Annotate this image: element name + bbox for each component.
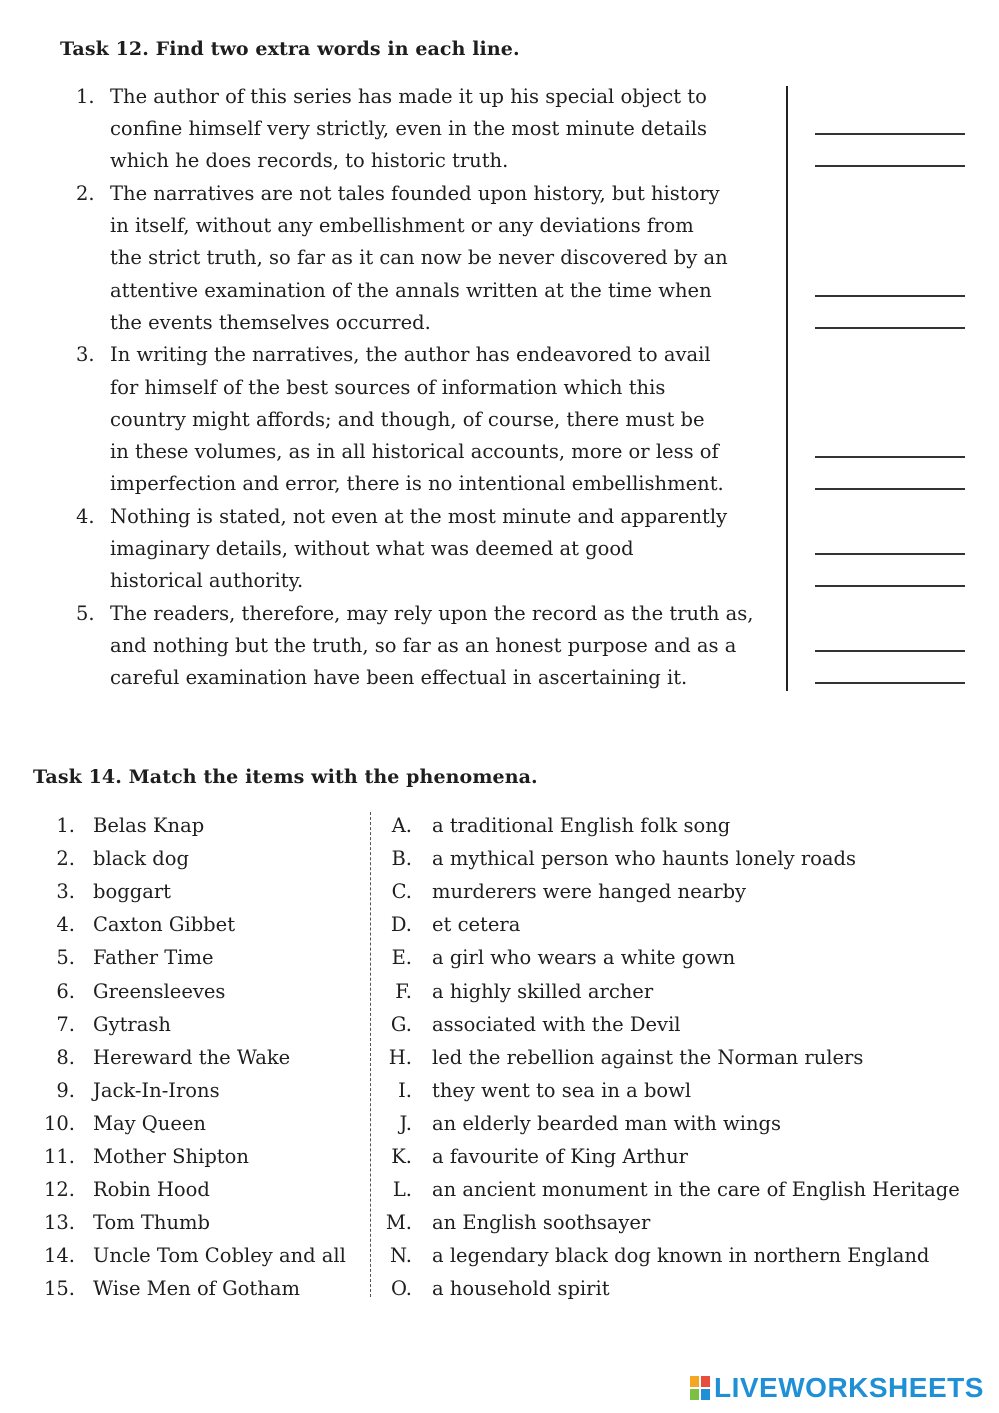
answer-blank[interactable] [815, 456, 965, 458]
phenomenon-letter: K. [391, 1145, 412, 1168]
item-number: 8. [56, 1046, 75, 1069]
text-line: Nothing is stated, not even at the most minute and apparently [110, 505, 728, 528]
text-line: the events themselves occurred. [110, 311, 431, 334]
logo-blocks-icon [690, 1376, 710, 1400]
liveworksheets-logo [690, 1372, 984, 1404]
item-number: 2. [56, 847, 75, 870]
answer-blank[interactable] [815, 295, 965, 297]
item-number: 6. [56, 980, 75, 1003]
answer-blank[interactable] [815, 650, 965, 652]
match-phenomenon[interactable]: led the rebellion against the Norman rulers [432, 1046, 864, 1069]
match-item[interactable]: May Queen [93, 1112, 206, 1135]
item-number: 15. [43, 1277, 75, 1300]
answer-blank[interactable] [815, 488, 965, 490]
item-number: 1. [56, 814, 75, 837]
logo-block [701, 1376, 710, 1387]
item-number: 4. [56, 913, 75, 936]
text-line: careful examination have been effectual in ascertaining it. [110, 666, 688, 689]
match-item[interactable]: black dog [93, 847, 189, 870]
answer-blank[interactable] [815, 165, 965, 167]
phenomenon-letter: A. [391, 814, 412, 837]
answer-blank[interactable] [815, 327, 965, 329]
match-phenomenon[interactable]: an elderly bearded man with wings [432, 1112, 782, 1135]
answer-blank[interactable] [815, 553, 965, 555]
phenomenon-letter: G. [390, 1013, 412, 1036]
match-phenomenon[interactable]: an English soothsayer [432, 1211, 651, 1234]
phenomenon-letter: E. [391, 946, 412, 969]
match-phenomenon[interactable]: murderers were hanged nearby [432, 880, 747, 903]
text-line: in itself, without any embellishment or any deviations from [110, 214, 694, 237]
phenomenon-letter: I. [398, 1079, 412, 1102]
phenomenon-letter: B. [391, 847, 412, 870]
match-item[interactable]: Wise Men of Gotham [93, 1277, 300, 1300]
match-phenomenon[interactable]: a legendary black dog known in northern England [432, 1244, 930, 1267]
item-number: 13. [43, 1211, 75, 1234]
answer-blank[interactable] [815, 133, 965, 135]
item-number: 12. [43, 1178, 75, 1201]
match-item[interactable]: Uncle Tom Cobley and all [93, 1244, 346, 1267]
item-number: 14. [43, 1244, 75, 1267]
match-phenomenon[interactable]: a household spirit [432, 1277, 610, 1300]
task-14-title: Task 14. Match the items with the phenomena. [33, 766, 538, 788]
logo-block [690, 1389, 699, 1400]
text-line: imaginary details, without what was deemed at good [110, 537, 634, 560]
match-phenomenon[interactable]: a girl who wears a white gown [432, 946, 736, 969]
paragraph-number: 4. [76, 505, 95, 528]
phenomenon-letter: J. [399, 1112, 412, 1135]
logo-block [690, 1376, 699, 1387]
match-item[interactable]: Father Time [93, 946, 214, 969]
match-item[interactable]: Hereward the Wake [93, 1046, 291, 1069]
match-item[interactable]: Caxton Gibbet [93, 913, 236, 936]
match-item[interactable]: Robin Hood [93, 1178, 210, 1201]
match-item[interactable]: Gytrash [93, 1013, 171, 1036]
answer-blank[interactable] [815, 682, 965, 684]
text-line: historical authority. [110, 569, 304, 592]
item-number: 10. [43, 1112, 75, 1135]
phenomenon-letter: M. [385, 1211, 412, 1234]
answer-blank[interactable] [815, 585, 965, 587]
text-line: In writing the narratives, the author has endeavored to avail [110, 343, 711, 366]
text-line: which he does records, to historic truth. [110, 149, 509, 172]
item-number: 3. [56, 880, 75, 903]
match-item[interactable]: boggart [93, 880, 171, 903]
phenomenon-letter: N. [389, 1244, 412, 1267]
item-number: 11. [43, 1145, 75, 1168]
item-number: 5. [56, 946, 75, 969]
phenomenon-letter: D. [390, 913, 412, 936]
item-number: 9. [56, 1079, 75, 1102]
paragraph-number: 5. [76, 602, 95, 625]
match-phenomenon[interactable]: a highly skilled archer [432, 980, 654, 1003]
match-phenomenon[interactable]: a mythical person who haunts lonely roads [432, 847, 857, 870]
match-phenomenon[interactable]: a favourite of King Arthur [432, 1145, 688, 1168]
paragraph-number: 3. [76, 343, 95, 366]
phenomenon-letter: O. [390, 1277, 412, 1300]
paragraph-number: 2. [76, 182, 95, 205]
text-line: and nothing but the truth, so far as an honest purpose and as a [110, 634, 737, 657]
text-line: imperfection and error, there is no intentional embellishment. [110, 472, 724, 495]
match-phenomenon[interactable]: they went to sea in a bowl [432, 1079, 692, 1102]
phenomenon-letter: L. [392, 1178, 412, 1201]
text-line: for himself of the best sources of information which this [110, 376, 666, 399]
text-line: in these volumes, as in all historical accounts, more or less of [110, 440, 719, 463]
text-line: attentive examination of the annals written at the time when [110, 279, 712, 302]
phenomenon-letter: H. [388, 1046, 412, 1069]
match-item[interactable]: Belas Knap [93, 814, 205, 837]
text-line: The narratives are not tales founded upon history, but history [110, 182, 720, 205]
text-line: The readers, therefore, may rely upon the record as the truth as, [110, 602, 754, 625]
answer-column-divider [786, 86, 788, 691]
paragraph-number: 1. [76, 85, 95, 108]
text-line: confine himself very strictly, even in the most minute details [110, 117, 707, 140]
text-line: country might affords; and though, of course, there must be [110, 408, 705, 431]
text-line: The author of this series has made it up his special object to [110, 85, 707, 108]
phenomenon-letter: F. [395, 980, 412, 1003]
match-item[interactable]: Tom Thumb [93, 1211, 211, 1234]
match-phenomenon[interactable]: associated with the Devil [432, 1013, 681, 1036]
item-number: 7. [56, 1013, 75, 1036]
match-item[interactable]: Greensleeves [93, 980, 226, 1003]
match-item[interactable]: Mother Shipton [93, 1145, 249, 1168]
task-12-title: Task 12. Find two extra words in each line. [60, 38, 520, 60]
logo-block [701, 1389, 710, 1400]
match-phenomenon[interactable]: a traditional English folk song [432, 814, 731, 837]
text-line: the strict truth, so far as it can now be never discovered by an [110, 246, 728, 269]
match-phenomenon[interactable]: an ancient monument in the care of English Heritage [432, 1178, 960, 1201]
match-phenomenon[interactable]: et cetera [432, 913, 521, 936]
logo-text: LIVEWORKSHEETS [714, 1372, 984, 1403]
match-item[interactable]: Jack-In-Irons [93, 1079, 220, 1102]
phenomenon-letter: C. [391, 880, 412, 903]
